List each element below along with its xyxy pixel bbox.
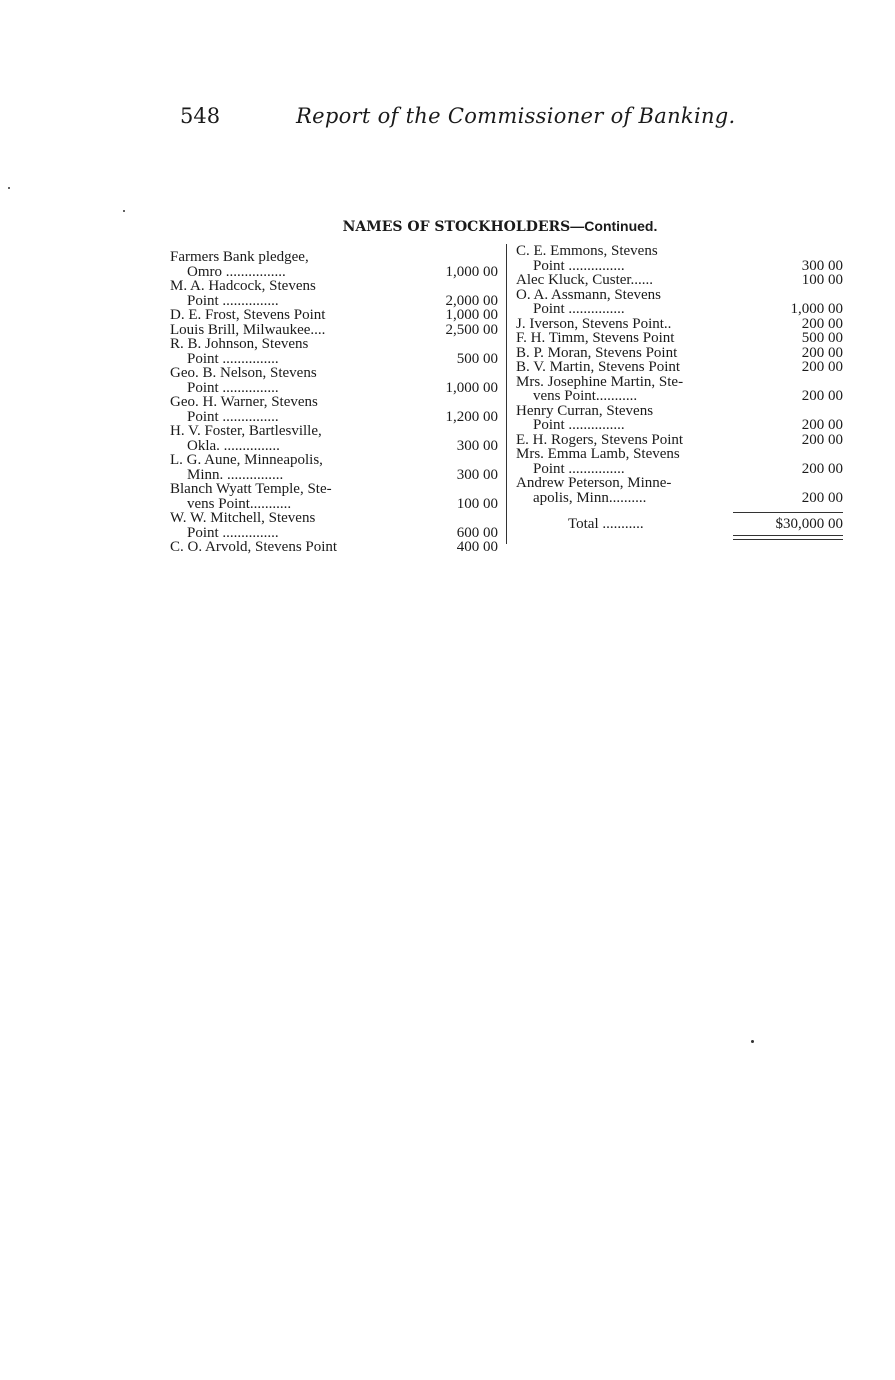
stockholder-name: B. V. Martin, Stevens Point bbox=[516, 360, 681, 375]
stockholder-name: Andrew Peterson, Minne- bbox=[516, 476, 672, 491]
share-amount: 200 00 bbox=[801, 489, 843, 506]
stockholder-name: Mrs. Josephine Martin, Ste- bbox=[516, 374, 684, 389]
stockholder-name: Geo. H. Warner, Stevens bbox=[170, 395, 318, 410]
section-heading bbox=[300, 218, 700, 235]
stockholder-name: O. A. Assmann, Stevens bbox=[516, 287, 662, 302]
stockholder-name-continued: vens Point........... bbox=[187, 496, 292, 511]
share-amount: 200 00 bbox=[801, 359, 843, 375]
stockholder-name-continued: Omro ................ bbox=[187, 264, 286, 279]
column-divider bbox=[506, 244, 507, 544]
share-amount: 100 00 bbox=[456, 495, 498, 512]
stockholder-entry bbox=[170, 424, 500, 453]
share-amount: 2,000 00 bbox=[445, 292, 498, 309]
running-title: Report of the Commissioner of Banking. bbox=[296, 104, 736, 128]
share-amount: 2,500 00 bbox=[445, 321, 498, 338]
stockholder-name: C. O. Arvold, Stevens Point bbox=[170, 540, 338, 555]
section-heading-text: NAMES OF STOCKHOLDERS bbox=[342, 219, 571, 235]
stockholder-name: H. V. Foster, Bartlesville, bbox=[170, 424, 322, 439]
stockholder-name: R. B. Johnson, Stevens bbox=[170, 337, 309, 352]
right-stockholder-column bbox=[516, 244, 845, 544]
stockholder-name-continued: Point ............... bbox=[187, 409, 279, 424]
stockholder-name-continued: Point ............... bbox=[533, 258, 625, 273]
share-amount: 200 00 bbox=[801, 388, 843, 404]
stockholder-name: Blanch Wyatt Temple, Ste- bbox=[170, 482, 332, 497]
page-header bbox=[180, 104, 736, 134]
share-amount: 400 00 bbox=[456, 539, 498, 555]
speck-mark bbox=[751, 1040, 754, 1043]
stockholder-entry bbox=[170, 308, 500, 323]
total-amount: $30,000 00 bbox=[775, 516, 843, 532]
total-rule-top bbox=[733, 512, 843, 513]
stockholder-entry bbox=[516, 288, 845, 317]
section-heading-suffix: —Continued. bbox=[570, 218, 658, 234]
stockholder-entry bbox=[170, 511, 500, 540]
stockholder-entry bbox=[516, 317, 845, 332]
share-amount: 500 00 bbox=[456, 350, 498, 367]
stockholder-name-continued: Minn. ............... bbox=[187, 467, 284, 482]
stockholder-entry bbox=[516, 244, 845, 273]
stockholder-name-continued: Point ............... bbox=[533, 461, 625, 476]
share-amount: 1,000 00 bbox=[445, 307, 498, 323]
stockholder-name: Farmers Bank pledgee, bbox=[170, 250, 309, 265]
stockholder-name-continued: vens Point........... bbox=[533, 389, 638, 404]
stockholder-entry bbox=[170, 337, 500, 366]
speck-mark bbox=[123, 210, 125, 212]
stockholder-entry bbox=[516, 375, 845, 404]
stockholder-entry bbox=[170, 250, 500, 279]
stockholder-entry bbox=[170, 279, 500, 308]
stockholder-entry bbox=[170, 540, 500, 555]
left-stockholder-column bbox=[170, 250, 500, 555]
stockholder-name-continued: Okla. ............... bbox=[187, 438, 280, 453]
share-amount: 1,000 00 bbox=[445, 263, 498, 280]
stockholder-name: J. Iverson, Stevens Point.. bbox=[516, 316, 672, 331]
stockholder-name-continued: Point ............... bbox=[533, 302, 625, 317]
stockholder-name: Alec Kluck, Custer...... bbox=[516, 273, 654, 288]
stockholder-entry bbox=[516, 447, 845, 476]
share-amount: 200 00 bbox=[801, 344, 843, 361]
stockholder-name: Mrs. Emma Lamb, Stevens bbox=[516, 447, 680, 462]
share-amount: 100 00 bbox=[801, 272, 843, 288]
stockholder-entry bbox=[516, 346, 845, 361]
share-amount: 600 00 bbox=[456, 524, 498, 541]
stockholder-name: C. E. Emmons, Stevens bbox=[516, 244, 658, 259]
stockholder-name: E. H. Rogers, Stevens Point bbox=[516, 432, 684, 447]
share-amount: 500 00 bbox=[801, 330, 843, 346]
stockholder-entry bbox=[516, 433, 845, 448]
stockholder-name: W. W. Mitchell, Stevens bbox=[170, 511, 316, 526]
stockholder-entry bbox=[516, 360, 845, 375]
share-amount: 200 00 bbox=[801, 460, 843, 477]
share-amount: 200 00 bbox=[801, 431, 843, 448]
total-row bbox=[516, 517, 845, 535]
share-amount: 300 00 bbox=[456, 466, 498, 483]
stockholder-name-continued: apolis, Minn.......... bbox=[533, 490, 647, 505]
stockholder-name: M. A. Hadcock, Stevens bbox=[170, 279, 316, 294]
stockholder-name: Henry Curran, Stevens bbox=[516, 403, 654, 418]
stockholder-entry bbox=[516, 404, 845, 433]
stockholder-entry bbox=[170, 453, 500, 482]
stockholder-entry bbox=[516, 331, 845, 346]
stockholder-name-continued: Point ............... bbox=[187, 351, 279, 366]
stockholder-name: Louis Brill, Milwaukee.... bbox=[170, 322, 326, 337]
stockholder-name: Geo. B. Nelson, Stevens bbox=[170, 366, 317, 381]
total-double-rule-1 bbox=[733, 535, 843, 536]
stockholder-name: F. H. Timm, Stevens Point bbox=[516, 331, 675, 346]
stockholder-entry bbox=[516, 273, 845, 288]
share-amount: 1,200 00 bbox=[445, 408, 498, 425]
stockholder-name-continued: Point ............... bbox=[187, 293, 279, 308]
stockholder-name: D. E. Frost, Stevens Point bbox=[170, 308, 326, 323]
share-amount: 1,000 00 bbox=[445, 379, 498, 396]
stockholder-name-continued: Point ............... bbox=[533, 418, 625, 433]
share-amount: 300 00 bbox=[801, 257, 843, 274]
total-double-rule-2 bbox=[733, 539, 843, 540]
stockholder-name: B. P. Moran, Stevens Point bbox=[516, 345, 678, 360]
share-amount: 200 00 bbox=[801, 417, 843, 433]
stockholder-entry bbox=[170, 366, 500, 395]
stockholder-name-continued: Point ............... bbox=[187, 380, 279, 395]
share-amount: 200 00 bbox=[801, 315, 843, 332]
share-amount: 1,000 00 bbox=[790, 301, 843, 317]
page-number: 548 bbox=[180, 104, 221, 128]
stockholder-entry bbox=[170, 323, 500, 338]
stockholder-entry bbox=[170, 395, 500, 424]
stockholder-name-continued: Point ............... bbox=[187, 525, 279, 540]
speck-mark bbox=[8, 187, 10, 189]
total-label: Total ........... bbox=[568, 517, 644, 532]
stockholder-entry bbox=[516, 476, 845, 505]
stockholder-name: L. G. Aune, Minneapolis, bbox=[170, 453, 323, 468]
stockholder-entry bbox=[170, 482, 500, 511]
share-amount: 300 00 bbox=[456, 437, 498, 454]
